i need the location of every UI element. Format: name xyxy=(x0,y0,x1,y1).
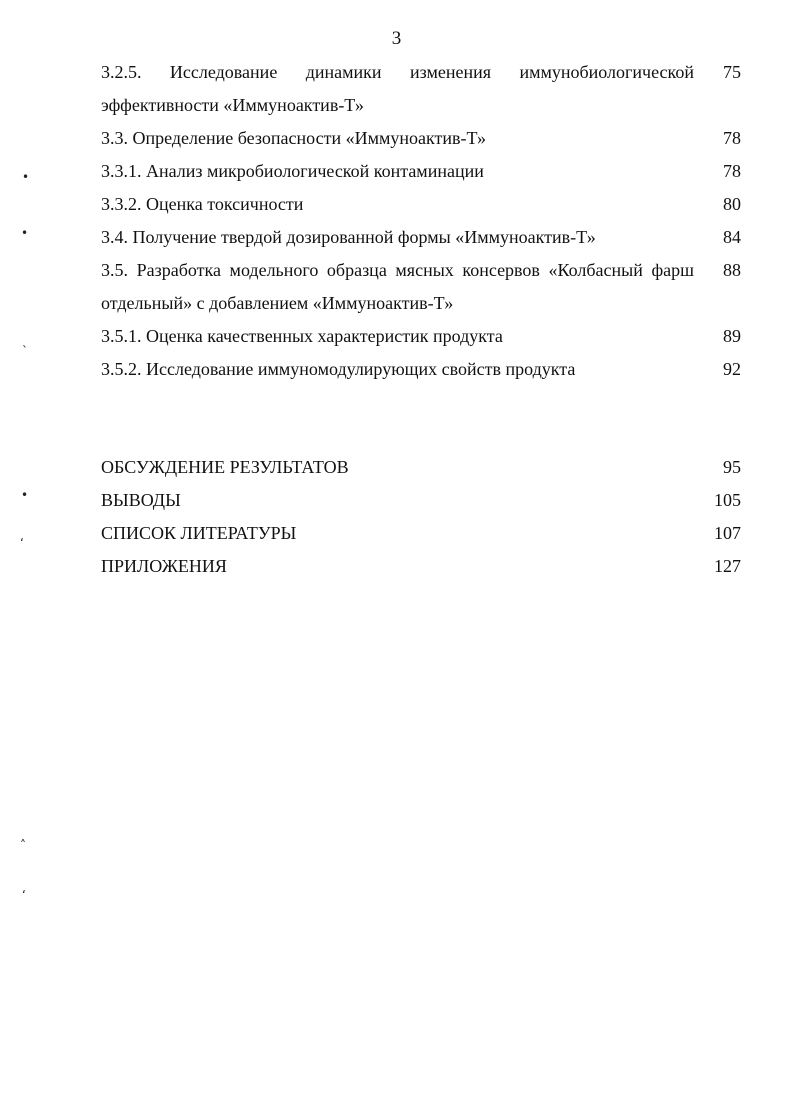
toc-entry-page: 92 xyxy=(723,359,741,379)
toc-entry-appendices xyxy=(101,550,741,583)
toc-entry-page: 88 xyxy=(723,260,741,280)
toc-entry-title: 3.3.2. Оценка токсичности xyxy=(101,194,304,214)
scan-speck: ˄ xyxy=(20,838,26,852)
section-gap xyxy=(101,386,741,451)
toc-entry-page: 78 xyxy=(723,161,741,181)
toc-entry-discussion xyxy=(101,451,741,484)
toc-entry-conclusions xyxy=(101,484,741,517)
table-of-contents xyxy=(101,56,741,583)
toc-entry-page: 127 xyxy=(714,556,741,576)
toc-entry-3-5 xyxy=(101,254,741,320)
toc-entry-page: 89 xyxy=(723,326,741,346)
toc-entry-3-3-1 xyxy=(101,155,741,188)
scan-speck: ` xyxy=(22,344,28,358)
page-number: 3 xyxy=(391,28,402,49)
toc-entry-3-4 xyxy=(101,221,741,254)
toc-entry-page: 95 xyxy=(723,457,741,477)
toc-entry-3-5-1 xyxy=(101,320,741,353)
toc-entry-title: ПРИЛОЖЕНИЯ xyxy=(101,556,227,576)
toc-entry-3-5-2 xyxy=(101,353,741,386)
toc-entry-title: ВЫВОДЫ xyxy=(101,490,181,510)
toc-entry-title: 3.5.1. Оценка качественных характеристик продукта xyxy=(101,326,503,346)
toc-entry-references xyxy=(101,517,741,550)
toc-entry-3-2-5 xyxy=(101,56,741,122)
scan-speck: • xyxy=(21,226,29,240)
toc-entry-title: 3.3.1. Анализ микробиологической контаминации xyxy=(101,161,484,181)
toc-entry-title: 3.5. Разработка модельного образца мясных консервов «Колбасный фарш отдельный» с добавлением «Иммуноактив-Т» xyxy=(101,260,694,313)
scan-speck: ʻ xyxy=(22,888,26,902)
toc-entry-page: 78 xyxy=(723,128,741,148)
toc-entry-3-3 xyxy=(101,122,741,155)
toc-entry-page: 80 xyxy=(723,194,741,214)
scan-speck: • xyxy=(21,488,29,502)
scan-speck: ʻ xyxy=(20,536,24,550)
toc-entry-title: ОБСУЖДЕНИЕ РЕЗУЛЬТАТОВ xyxy=(101,457,349,477)
toc-entry-title: 3.3. Определение безопасности «Иммуноактив-Т» xyxy=(101,128,487,148)
toc-entry-page: 84 xyxy=(723,227,741,247)
toc-entry-page: 75 xyxy=(723,62,741,82)
toc-entry-title: 3.2.5. Исследование динамики изменения иммунобиологической эффективности «Иммуноактив-Т» xyxy=(101,62,694,115)
scan-speck: • xyxy=(22,170,30,184)
toc-entry-title: 3.4. Получение твердой дозированной формы «Иммуноактив-Т» xyxy=(101,227,596,247)
toc-entry-page: 105 xyxy=(714,490,741,510)
toc-entry-page: 107 xyxy=(714,523,741,543)
toc-entry-title: СПИСОК ЛИТЕРАТУРЫ xyxy=(101,523,297,543)
toc-entry-title: 3.5.2. Исследование иммуномодулирующих свойств продукта xyxy=(101,359,576,379)
toc-entry-3-3-2 xyxy=(101,188,741,221)
